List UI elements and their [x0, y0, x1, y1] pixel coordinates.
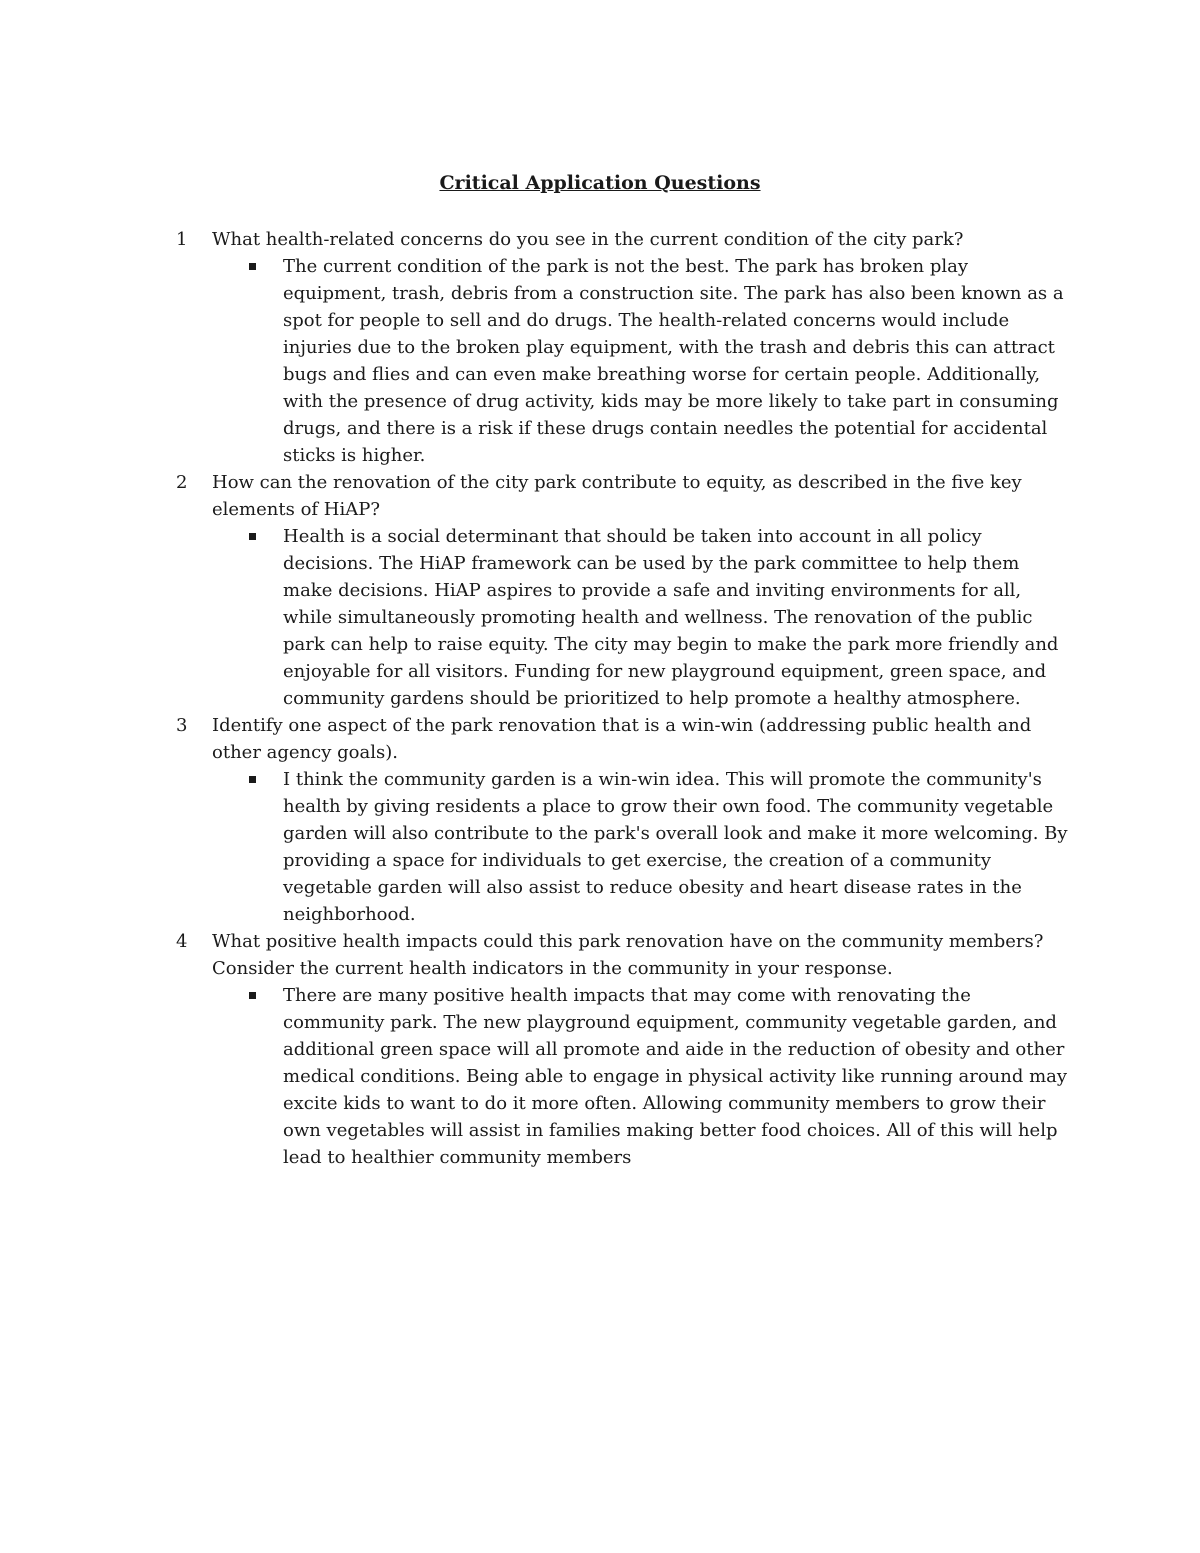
- answer-text: I think the community garden is a win-win idea. This will promote the community's health by giving residents a place to grow their own food. The community vegetable garden will also contribute to the park's overall look and make it more welcoming. By providing a space for individuals to get exercise, the creation of a community vegetable garden will also assist to reduce obesity and heart disease rates in the neighborhood.: [283, 769, 1068, 925]
- question-text: How can the renovation of the city park contribute to equity, as described in the five key elements of HiAP?: [212, 472, 1022, 520]
- square-bullet-icon: [249, 992, 256, 999]
- answer-text: Health is a social determinant that should be taken into account in all policy decisions. The HiAP framework can be used by the park committee to help them make decisions. HiAP aspires to provide a safe and inviting environments for all, while simultaneously promoting health and wellness. The renovation of the public park can help to raise equity. The city may begin to make the park more friendly and enjoyable for all visitors. Funding for new playground equipment, green space, and community gardens should be prioritized to help promote a healthy atmosphere.: [283, 526, 1059, 709]
- question-number: 1: [176, 229, 188, 250]
- question-row: [0, 928, 1062, 982]
- question-number: 3: [176, 715, 188, 736]
- question-row: [0, 226, 1062, 253]
- question-item: [0, 469, 1200, 712]
- answer-text: There are many positive health impacts that may come with renovating the community park. The new playground equipment, community vegetable garden, and additional green space will all promote and aide in the reduction of obesity and other medical conditions. Being able to engage in physical activity like running around may excite kids to want to do it more often. Allowing community members to grow their own vegetables will assist in families making better food choices. All of this will help lead to healthier community members: [283, 985, 1068, 1168]
- document-title: Critical Application Questions: [439, 172, 761, 194]
- question-number: 2: [176, 472, 188, 493]
- answer-row: [0, 523, 1073, 712]
- square-bullet-icon: [249, 533, 256, 540]
- question-item: [0, 226, 1200, 469]
- square-bullet-icon: [249, 776, 256, 783]
- answer-row: [0, 253, 1073, 469]
- question-text: What health-related concerns do you see in the current condition of the city park?: [212, 229, 964, 250]
- answer-text: The current condition of the park is not the best. The park has broken play equipment, trash, debris from a construction site. The park has also been known as a spot for people to sell and do drugs. The health-related concerns would include injuries due to the broken play equipment, with the trash and debris this can attract bugs and flies and can even make breathing worse for certain people. Additionally, with the presence of drug activity, kids may be more likely to take part in consuming drugs, and there is a risk if these drugs contain needles the potential for accidental sticks is higher.: [283, 256, 1064, 466]
- question-row: [0, 469, 1062, 523]
- question-text: Identify one aspect of the park renovation that is a win-win (addressing public health and other agency goals).: [212, 715, 1032, 763]
- square-bullet-icon: [249, 263, 256, 270]
- question-list: [0, 226, 1200, 1171]
- question-row: [0, 712, 1062, 766]
- question-item: [0, 712, 1200, 928]
- question-item: [0, 928, 1200, 1171]
- answer-row: [0, 982, 1073, 1171]
- question-text: What positive health impacts could this park renovation have on the community members? Consider the current health indicators in the community in your response.: [212, 931, 1044, 979]
- question-number: 4: [176, 931, 188, 952]
- answer-row: [0, 766, 1073, 928]
